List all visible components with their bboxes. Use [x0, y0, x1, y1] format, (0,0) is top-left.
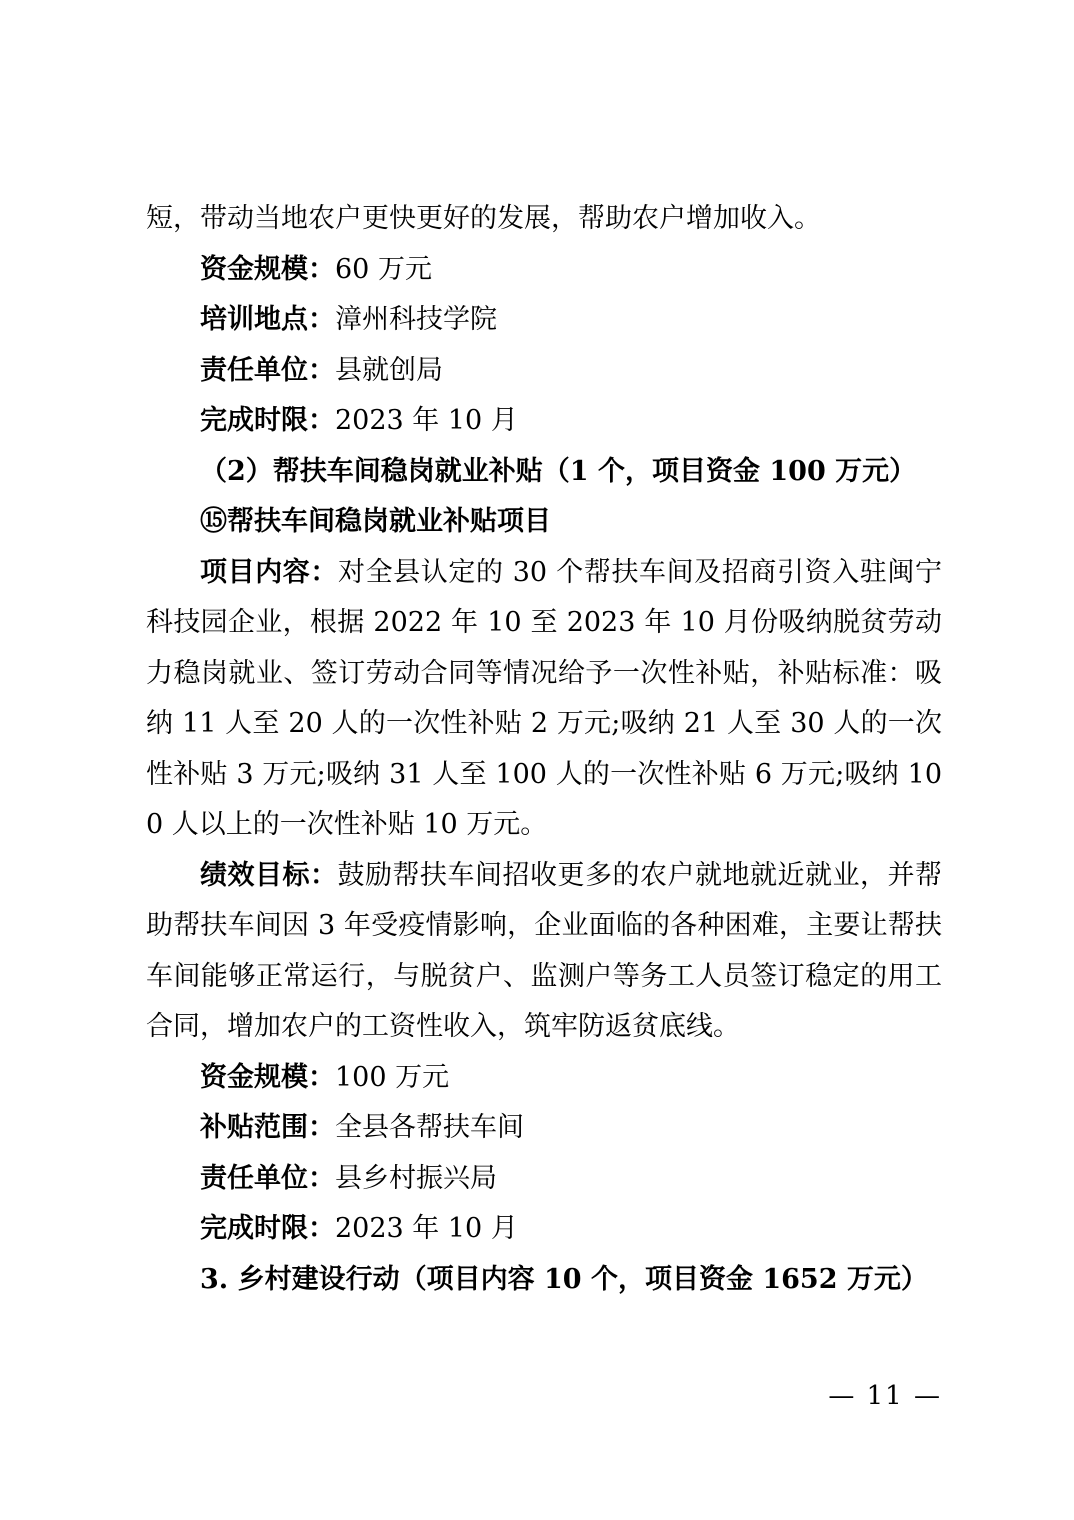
field-label: 培训地点：	[200, 304, 335, 335]
field-label: 完成时限：	[200, 405, 335, 436]
project-heading-15: ⑮帮扶车间稳岗就业补贴项目	[200, 506, 551, 537]
continuation-paragraph	[146, 194, 942, 245]
field-value: 漳州科技学院	[335, 304, 497, 335]
field-label: 绩效目标：	[200, 859, 338, 891]
field-value: 2023 年 10 月	[335, 1213, 518, 1244]
subsidy-scope	[146, 1103, 942, 1154]
field-label: 资金规模：	[200, 1061, 335, 1093]
subsidy-responsible-unit	[146, 1154, 942, 1205]
field-label: 资金规模：	[200, 253, 335, 285]
subsidy-deadline	[146, 1204, 942, 1255]
field-value: 60 万元	[335, 253, 432, 285]
training-responsible-unit	[146, 346, 942, 397]
section-heading-subsidy: （2）帮扶车间稳岗就业补贴（1 个，项目资金 100 万元）	[200, 455, 917, 487]
page-number: — 11 —	[828, 1381, 942, 1411]
section-heading-rural-construction: 3. 乡村建设行动（项目内容 10 个，项目资金 1652 万元）	[200, 1263, 928, 1295]
paragraph-text: 短，带动当地农户更快更好的发展，帮助农户增加收入。	[146, 203, 821, 234]
field-value: 鼓励帮扶车间招收更多的农户就地就近就业，并帮助帮扶车间因 3 年受疫情影响，企业面临的各种困难，主要让帮扶车间能够正常运行，与脱贫户、监测户等务工人员签订稳定的用工合同，增加农户的工资性收入，筑牢防返贫底线。	[146, 859, 942, 1042]
project-content	[146, 548, 942, 851]
field-label: 完成时限：	[200, 1213, 335, 1244]
field-label: 补贴范围：	[200, 1112, 335, 1143]
training-location	[146, 295, 942, 346]
document-body	[146, 194, 942, 1305]
field-value: 100 万元	[335, 1061, 450, 1093]
field-value: 全县各帮扶车间	[335, 1112, 524, 1143]
subsidy-fund-scale	[146, 1053, 942, 1104]
field-value: 县乡村振兴局	[335, 1162, 497, 1194]
performance-goal	[146, 851, 942, 1053]
field-label: 责任单位：	[200, 1162, 335, 1194]
field-label: 项目内容：	[200, 556, 338, 588]
field-value: 2023 年 10 月	[335, 405, 518, 436]
training-fund-scale	[146, 245, 942, 296]
field-value: 县就创局	[335, 354, 443, 386]
field-value: 对全县认定的 30 个帮扶车间及招商引资入驻闽宁科技园企业，根据 2022 年 10 至 2023 年 10 月份吸纳脱贫劳动力稳岗就业、签订劳动合同等情况给予一次性补贴，补贴标准：吸纳 11 人至 20 人的一次性补贴 2 万元;吸纳 21 人至 30 人的一次性补贴 3 万元;吸纳 31 人至 100 人的一次性补贴 6 万元;吸纳 100 人以上的一次性补贴 10 万元。	[146, 556, 942, 840]
field-label: 责任单位：	[200, 354, 335, 386]
training-deadline	[146, 396, 942, 447]
